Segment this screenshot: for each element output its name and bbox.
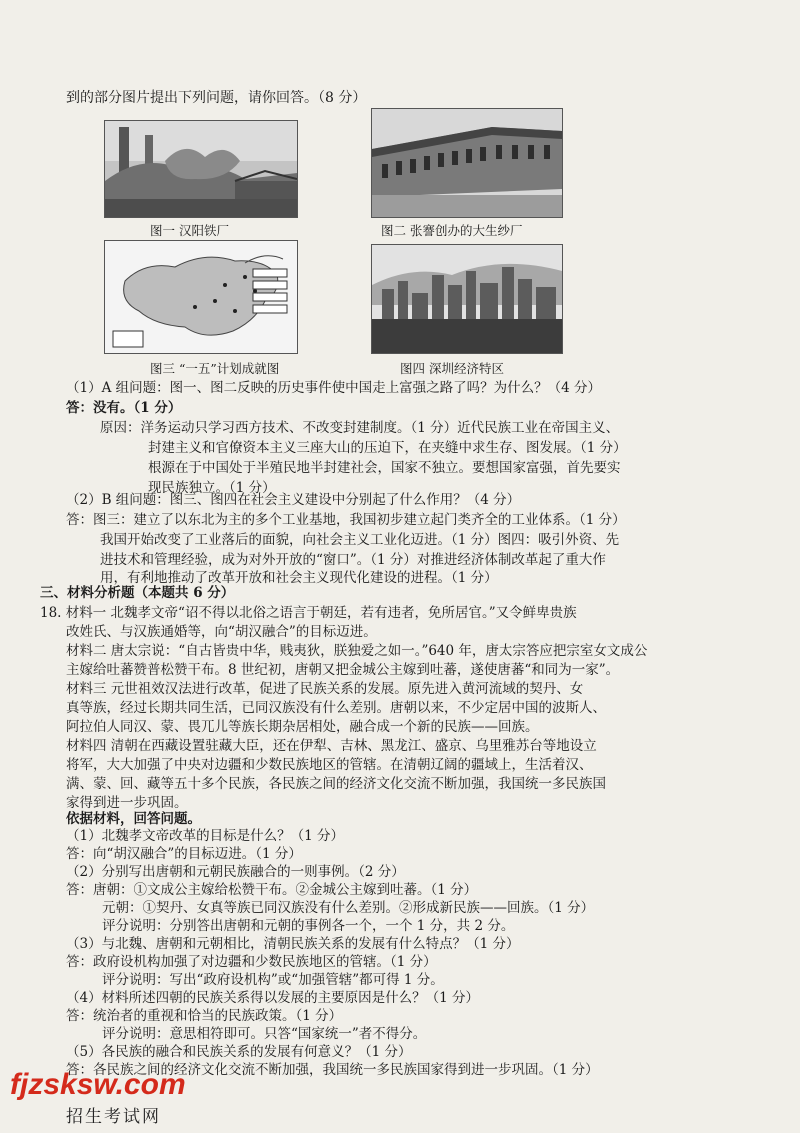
figure-caption: 图二 张謇创办的大生纱厂 — [381, 223, 523, 238]
sub-question-5: （5）各民族的融合和民族关系的发展有何意义？（1 分） — [66, 1044, 412, 1060]
sub-answer-2: 答：唐朝：①文成公主嫁给松赞干布。②金城公主嫁到吐蕃。（1 分） — [66, 882, 478, 898]
sub-answer-1: 答：向“胡汉融合”的目标迈进。（1 分） — [66, 846, 302, 862]
figure-dasheng-mill — [371, 108, 563, 218]
figure-shenzhen-sez — [371, 244, 563, 354]
material-4-line: 家得到进一步巩固。 — [66, 795, 188, 811]
sub-answer-5: 答：各民族之间的经济文化交流不断加强，我国统一多民族国家得到进一步巩固。（1 分） — [66, 1062, 599, 1078]
shenzhen-photo — [372, 245, 562, 353]
sub-question-4: （4）材料所述四朝的民族关系得以发展的主要原因是什么？（1 分） — [66, 990, 479, 1006]
instruction: 依据材料，回答问题。 — [66, 811, 201, 827]
section-heading: 三、材料分析题（本题共 6 分） — [40, 585, 235, 601]
q1-answer: 答：没有。（1 分） — [66, 400, 182, 416]
material-4-line: 将军，大大加强了中央对边疆和少数民族地区的管辖。在清朝辽阔的疆域上，生活着汉、 — [66, 757, 593, 773]
material-3-line: 真等族，经过长期共同生活，已同汉族没有什么差别。唐朝以来，不少定居中国的波斯人、 — [66, 700, 606, 716]
q1-answer-line: 原因：洋务运动只学习西方技术、不改变封建制度。（1 分）近代民族工业在帝国主义、 — [100, 420, 620, 436]
figure-hanyang-ironworks — [104, 120, 298, 218]
material-2-line: 主嫁给吐蕃赞普松赞干布。8 世纪初，唐朝又把金城公主嫁到吐蕃，遂使唐蕃“和同为一家”。 — [66, 662, 620, 678]
material-3-line: 阿拉伯人同汉、蒙、畏兀儿等族长期杂居相处，融合成一个新的民族——回族。 — [66, 719, 539, 735]
figure-caption: 图三 “一五”计划成就图 — [150, 361, 280, 376]
figure-caption: 图四 深圳经济特区 — [400, 361, 504, 376]
q2-answer-line: 用，有利地推动了改革开放和社会主义现代化建设的进程。（1 分） — [100, 570, 498, 586]
sub-question-2: （2）分别写出唐朝和元朝民族融合的一则事例。（2 分） — [66, 864, 405, 880]
scoring-note: 评分说明：意思相符即可。只答“国家统一”者不得分。 — [102, 1026, 427, 1042]
figure-caption: 图一 汉阳铁厂 — [150, 223, 229, 238]
china-map — [105, 241, 297, 353]
sub-question-1: （1）北魏孝文帝改革的目标是什么？（1 分） — [66, 828, 344, 844]
mill-photo — [372, 109, 562, 217]
material-1: 18. 材料一 北魏孝文帝“诏不得以北俗之语言于朝廷，若有违者，免所居官。”又令鲜卑贵族 — [40, 605, 577, 621]
scoring-note: 评分说明：写出“政府设机构”或“加强管辖”都可得 1 分。 — [102, 972, 444, 988]
scoring-note: 评分说明：分别答出唐朝和元朝的事例各一个，一个 1 分，共 2 分。 — [102, 918, 515, 934]
material-4: 材料四 清朝在西藏设置驻藏大臣，还在伊犁、吉林、黑龙江、盛京、乌里雅苏台等地设立 — [66, 738, 597, 754]
site-logo: fjzsksw.com — [10, 1068, 186, 1101]
site-tagline: 招生考试网 — [66, 1107, 161, 1127]
sub-answer-4: 答：统治者的重视和恰当的民族政策。（1 分） — [66, 1008, 343, 1024]
q1-answer-line: 根源在于中国处于半殖民地半封建社会，国家不独立。要想国家富强，首先要实 — [148, 460, 621, 476]
q2-answer-line: 进技术和管理经验，成为对外开放的“窗口”。（1 分）对推进经济体制改革起了重大作 — [100, 552, 606, 568]
figure-five-year-plan-map — [104, 240, 298, 354]
q1-answer-line: 封建主义和官僚资本主义三座大山的压迫下，在夹缝中求生存、图发展。（1 分） — [148, 440, 627, 456]
q2-answer-line: 我国开始改变了工业落后的面貌，向社会主义工业化迈进。（1 分）图四：吸引外资、先 — [100, 532, 620, 548]
q1-question: （1）A 组问题：图一、图二反映的历史事件使中国走上富强之路了吗？为什么？（4 分） — [66, 380, 602, 396]
sub-question-3: （3）与北魏、唐朝和元朝相比，清朝民族关系的发展有什么特点？（1 分） — [66, 936, 520, 952]
ironworks-photo — [105, 121, 297, 217]
sub-answer-3: 答：政府设机构加强了对边疆和少数民族地区的管辖。（1 分） — [66, 954, 437, 970]
material-4-line: 满、蒙、回、藏等五十多个民族，各民族之间的经济文化交流不断加强，我国统一多民族国 — [66, 776, 606, 792]
sub-answer-2-line: 元朝：①契丹、女真等族已同汉族没有什么差别。②形成新民族——回族。（1 分） — [102, 900, 595, 916]
intro-text: 到的部分图片提出下列问题，请你回答。（8 分） — [66, 90, 367, 106]
q2-answer: 答：图三：建立了以东北为主的多个工业基地，我国初步建立起门类齐全的工业体系。（1 分） — [66, 512, 626, 528]
q1-answer-line: 现民族独立。（1 分） — [148, 480, 276, 496]
material-1-line: 改姓氏、与汉族通婚等，向“胡汉融合”的目标迈进。 — [66, 624, 377, 640]
material-2: 材料二 唐太宗说：“自古皆贵中华，贱夷狄，朕独爱之如一。”640 年，唐太宗答应把宗室女文成公 — [66, 643, 648, 659]
material-3: 材料三 元世祖效汉法进行改革，促进了民族关系的发展。原先进入黄河流域的契丹、女 — [66, 681, 584, 697]
q2-question: （2）B 组问题：图三、图四在社会主义建设中分别起了什么作用？（4 分） — [66, 492, 521, 508]
